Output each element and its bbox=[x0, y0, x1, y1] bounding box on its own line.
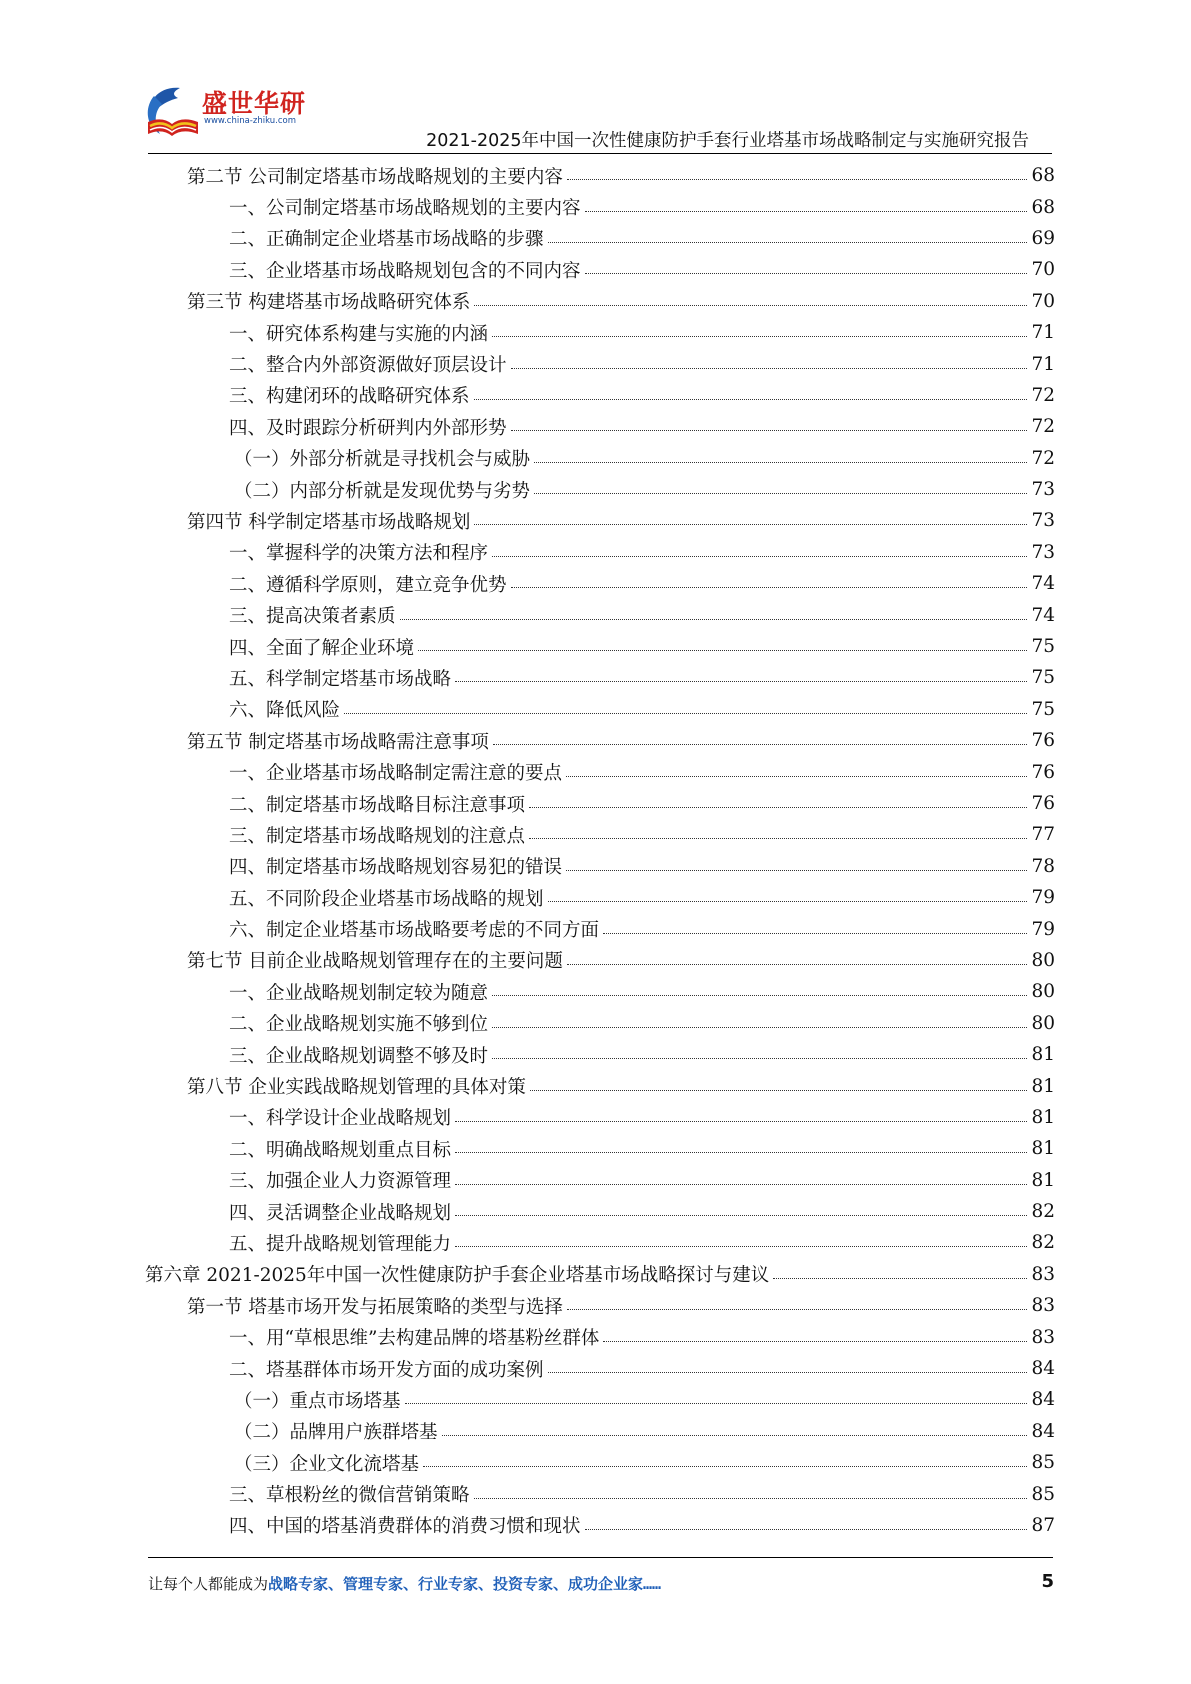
toc-entry[interactable] bbox=[0, 1478, 1191, 1509]
toc-dot-leader bbox=[511, 430, 1027, 431]
toc-entry[interactable] bbox=[0, 788, 1191, 819]
toc-entry-title: 一、企业塔基市场战略制定需注意的要点 bbox=[229, 763, 563, 785]
toc-entry-page: 76 bbox=[1031, 730, 1055, 752]
toc-entry-page: 81 bbox=[1031, 1138, 1055, 1160]
toc-entry-page: 85 bbox=[1031, 1483, 1055, 1505]
toc-entry-title: 第六章 2021-2025年中国一次性健康防护手套企业塔基市场战略探讨与建议 bbox=[145, 1265, 770, 1287]
toc-entry-title: 三、企业战略规划调整不够及时 bbox=[229, 1045, 489, 1067]
toc-entry-title: 六、制定企业塔基市场战略要考虑的不同方面 bbox=[229, 920, 600, 942]
toc-entry-page: 76 bbox=[1031, 761, 1055, 783]
toc-entry[interactable] bbox=[0, 1384, 1191, 1415]
toc-entry[interactable] bbox=[0, 223, 1191, 254]
logo-url: www.china-zhiku.com bbox=[204, 116, 296, 126]
toc-entry[interactable] bbox=[0, 1165, 1191, 1196]
toc-entry-page: 80 bbox=[1031, 949, 1055, 971]
toc-dot-leader bbox=[455, 1184, 1027, 1185]
toc-entry[interactable] bbox=[0, 317, 1191, 348]
toc-entry-page: 83 bbox=[1031, 1263, 1055, 1285]
toc-entry-title: 五、不同阶段企业塔基市场战略的规划 bbox=[229, 888, 544, 910]
toc-entry-page: 81 bbox=[1031, 1044, 1055, 1066]
toc-entry[interactable] bbox=[0, 411, 1191, 442]
toc-entry-title: 第四节 科学制定塔基市场战略规划 bbox=[187, 511, 471, 533]
toc-entry-title: 三、提高决策者素质 bbox=[229, 606, 396, 628]
toc-entry-title: （一）重点市场塔基 bbox=[234, 1390, 401, 1412]
toc-entry-page: 71 bbox=[1031, 353, 1055, 375]
toc-entry-page: 74 bbox=[1031, 573, 1055, 595]
toc-entry-title: 二、遵循科学原则，建立竞争优势 bbox=[229, 574, 507, 596]
toc-entry-title: 一、企业战略规划制定较为随意 bbox=[229, 982, 489, 1004]
footer-divider bbox=[148, 1557, 1053, 1558]
toc-entry[interactable] bbox=[0, 599, 1191, 630]
toc-entry-title: （二）内部分析就是发现优势与劣势 bbox=[234, 480, 531, 502]
toc-entry-title: 一、公司制定塔基市场战略规划的主要内容 bbox=[229, 198, 581, 220]
toc-entry[interactable] bbox=[0, 1102, 1191, 1133]
toc-dot-leader bbox=[474, 305, 1027, 306]
toc-entry[interactable] bbox=[0, 191, 1191, 222]
toc-entry[interactable] bbox=[0, 505, 1191, 536]
toc-entry-page: 68 bbox=[1031, 196, 1055, 218]
toc-entry-page: 76 bbox=[1031, 793, 1055, 814]
book-swoosh-icon bbox=[140, 82, 204, 144]
toc-entry-title: 四、制定塔基市场战略规划容易犯的错误 bbox=[229, 857, 563, 879]
toc-entry[interactable] bbox=[0, 1259, 1191, 1290]
toc-entry[interactable] bbox=[0, 474, 1191, 505]
toc-dot-leader bbox=[566, 776, 1027, 777]
toc-entry-page: 81 bbox=[1031, 1169, 1055, 1191]
toc-entry[interactable] bbox=[0, 1321, 1191, 1352]
toc-entry-title: 二、企业战略规划实施不够到位 bbox=[229, 1014, 489, 1036]
toc-entry[interactable] bbox=[0, 976, 1191, 1007]
toc-entry-page: 73 bbox=[1031, 541, 1055, 563]
toc-entry-page: 78 bbox=[1031, 855, 1055, 877]
toc-dot-leader bbox=[474, 1498, 1027, 1499]
toc-dot-leader bbox=[534, 462, 1027, 463]
toc-dot-leader bbox=[773, 1278, 1027, 1279]
toc-dot-leader bbox=[474, 524, 1027, 525]
toc-entry-title: 二、明确战略规划重点目标 bbox=[229, 1139, 452, 1161]
toc-entry[interactable] bbox=[0, 1447, 1191, 1478]
toc-dot-leader bbox=[511, 587, 1027, 588]
toc-entry-title: 一、科学设计企业战略规划 bbox=[229, 1108, 452, 1130]
toc-entry-title: 四、及时跟踪分析研判内外部形势 bbox=[229, 417, 507, 439]
footer-slogan bbox=[148, 1573, 661, 1594]
toc-dot-leader bbox=[529, 807, 1027, 808]
toc-entry[interactable] bbox=[0, 380, 1191, 411]
toc-entry-page: 81 bbox=[1031, 1106, 1055, 1128]
toc-entry-title: 一、研究体系构建与实施的内涵 bbox=[229, 323, 489, 345]
toc-dot-leader bbox=[567, 1309, 1027, 1310]
toc-entry-title: 一、用“草根思维”去构建品牌的塔基粉丝群体 bbox=[229, 1328, 600, 1350]
toc-entry-title: （三）企业文化流塔基 bbox=[234, 1453, 420, 1475]
toc-entry[interactable] bbox=[0, 945, 1191, 976]
header-divider bbox=[148, 153, 1052, 154]
toc-entry-title: 四、全面了解企业环境 bbox=[229, 637, 415, 659]
toc-entry-page: 82 bbox=[1031, 1232, 1055, 1254]
toc-entry-title: 二、整合内外部资源做好顶层设计 bbox=[229, 355, 507, 377]
toc-entry[interactable] bbox=[0, 1008, 1191, 1039]
toc-entry[interactable] bbox=[0, 1133, 1191, 1164]
toc-entry-title: 二、制定塔基市场战略目标注意事项 bbox=[229, 794, 526, 816]
toc-entry[interactable] bbox=[0, 882, 1191, 913]
toc-entry-page: 77 bbox=[1031, 824, 1055, 846]
toc-dot-leader bbox=[492, 556, 1027, 557]
toc-entry-title: 第二节 公司制定塔基市场战略规划的主要内容 bbox=[187, 166, 563, 188]
toc-dot-leader bbox=[455, 681, 1027, 682]
toc-entry-page: 82 bbox=[1031, 1201, 1055, 1223]
toc-dot-leader bbox=[566, 870, 1027, 871]
toc-entry[interactable] bbox=[0, 286, 1191, 317]
toc-entry-page: 85 bbox=[1031, 1452, 1055, 1474]
toc-dot-leader bbox=[534, 493, 1027, 494]
toc-dot-leader bbox=[567, 179, 1027, 180]
toc-entry-page: 73 bbox=[1031, 479, 1055, 501]
toc-dot-leader bbox=[492, 1027, 1027, 1028]
toc-entry-page: 73 bbox=[1031, 510, 1055, 532]
toc-entry-page: 83 bbox=[1031, 1326, 1055, 1348]
toc-dot-leader bbox=[548, 242, 1027, 243]
toc-dot-leader bbox=[585, 1529, 1027, 1530]
report-title: 2021-2025年中国一次性健康防护手套行业塔基市场战略制定与实施研究报告 bbox=[426, 131, 1029, 151]
logo-name: 盛世华研 bbox=[202, 89, 307, 118]
toc-entry-title: 第八节 企业实践战略规划管理的具体对策 bbox=[187, 1077, 526, 1099]
toc-entry[interactable] bbox=[0, 725, 1191, 756]
toc-entry[interactable] bbox=[0, 756, 1191, 787]
footer-slogan-prefix: 让每个人都能成为 bbox=[148, 1575, 269, 1593]
toc-entry-page: 70 bbox=[1031, 259, 1055, 281]
toc-entry[interactable] bbox=[0, 443, 1191, 474]
toc-dot-leader bbox=[400, 619, 1027, 620]
toc-dot-leader bbox=[567, 964, 1027, 965]
toc-dot-leader bbox=[455, 1215, 1027, 1216]
page-number: 5 bbox=[1041, 1571, 1054, 1592]
toc-entry-page: 72 bbox=[1031, 416, 1055, 438]
toc-entry-title: 五、科学制定塔基市场战略 bbox=[229, 668, 452, 690]
toc-entry-title: 四、灵活调整企业战略规划 bbox=[229, 1202, 452, 1224]
toc-entry-page: 74 bbox=[1031, 604, 1055, 626]
toc-entry-title: （一）外部分析就是寻找机会与威胁 bbox=[234, 449, 531, 471]
toc-dot-leader bbox=[418, 650, 1027, 651]
toc-dot-leader bbox=[492, 336, 1027, 337]
toc-dot-leader bbox=[423, 1466, 1027, 1467]
toc-entry-page: 75 bbox=[1031, 667, 1055, 689]
toc-dot-leader bbox=[405, 1403, 1027, 1404]
toc-entry-title: （二）品牌用户族群塔基 bbox=[234, 1422, 438, 1444]
toc-dot-leader bbox=[511, 368, 1027, 369]
toc-entry-page: 84 bbox=[1031, 1420, 1055, 1442]
toc-entry-page: 83 bbox=[1031, 1295, 1055, 1317]
toc-entry-page: 84 bbox=[1031, 1358, 1055, 1380]
toc-entry[interactable] bbox=[0, 819, 1191, 850]
toc-dot-leader bbox=[442, 1435, 1027, 1436]
toc-entry-title: 三、构建闭环的战略研究体系 bbox=[229, 386, 470, 408]
toc-entry-title: 二、塔基群体市场开发方面的成功案例 bbox=[229, 1359, 544, 1381]
toc-entry-title: 三、加强企业人力资源管理 bbox=[229, 1171, 452, 1193]
toc-dot-leader bbox=[474, 399, 1027, 400]
toc-entry-title: 四、中国的塔基消费群体的消费习惯和现状 bbox=[229, 1516, 581, 1538]
toc-entry-page: 75 bbox=[1031, 636, 1055, 658]
toc-entry-page: 75 bbox=[1031, 698, 1055, 720]
toc-entry[interactable] bbox=[0, 1196, 1191, 1227]
toc-entry-page: 81 bbox=[1031, 1075, 1055, 1097]
toc-entry-page: 79 bbox=[1031, 918, 1055, 940]
toc-entry-title: 五、提升战略规划管理能力 bbox=[229, 1233, 452, 1255]
table-of-contents bbox=[0, 160, 1191, 1541]
company-logo bbox=[140, 82, 320, 144]
toc-entry[interactable] bbox=[0, 568, 1191, 599]
toc-entry-page: 87 bbox=[1031, 1514, 1055, 1536]
toc-entry-page: 69 bbox=[1031, 227, 1055, 249]
toc-entry[interactable] bbox=[0, 1290, 1191, 1321]
toc-entry-title: 三、草根粉丝的微信营销策略 bbox=[229, 1485, 470, 1507]
toc-dot-leader bbox=[455, 1152, 1027, 1153]
toc-entry[interactable] bbox=[0, 913, 1191, 944]
toc-entry[interactable] bbox=[0, 694, 1191, 725]
toc-entry[interactable] bbox=[0, 662, 1191, 693]
toc-dot-leader bbox=[548, 1372, 1027, 1373]
toc-dot-leader bbox=[492, 1058, 1027, 1059]
toc-dot-leader bbox=[585, 211, 1027, 212]
toc-entry-title: 三、制定塔基市场战略规划的注意点 bbox=[229, 825, 526, 847]
toc-entry-title: 第五节 制定塔基市场战略需注意事项 bbox=[187, 731, 489, 753]
toc-entry-title: 第三节 构建塔基市场战略研究体系 bbox=[187, 292, 471, 314]
footer-slogan-highlight: 战略专家、管理专家、行业专家、投资专家、成功企业家…… bbox=[268, 1575, 662, 1593]
toc-entry-page: 70 bbox=[1031, 290, 1055, 312]
toc-dot-leader bbox=[530, 1090, 1027, 1091]
toc-entry[interactable] bbox=[0, 254, 1191, 285]
toc-dot-leader bbox=[603, 1341, 1027, 1342]
toc-entry-page: 68 bbox=[1031, 165, 1055, 187]
toc-dot-leader bbox=[548, 901, 1027, 902]
toc-entry[interactable] bbox=[0, 631, 1191, 662]
toc-entry[interactable] bbox=[0, 1416, 1191, 1447]
toc-entry[interactable] bbox=[0, 1510, 1191, 1541]
toc-entry-page: 72 bbox=[1031, 447, 1055, 469]
toc-entry-page: 80 bbox=[1031, 1012, 1055, 1034]
toc-entry-title: 二、正确制定企业塔基市场战略的步骤 bbox=[229, 229, 544, 251]
toc-entry-page: 72 bbox=[1031, 384, 1055, 406]
toc-entry[interactable] bbox=[0, 1070, 1191, 1101]
toc-entry[interactable] bbox=[0, 537, 1191, 568]
toc-dot-leader bbox=[455, 1246, 1027, 1247]
toc-entry-title: 一、掌握科学的决策方法和程序 bbox=[229, 543, 489, 565]
toc-entry-title: 第一节 塔基市场开发与拓展策略的类型与选择 bbox=[187, 1296, 563, 1318]
toc-entry-page: 79 bbox=[1031, 887, 1055, 909]
toc-dot-leader bbox=[529, 838, 1027, 839]
toc-entry-page: 80 bbox=[1031, 981, 1055, 1003]
page-header bbox=[0, 0, 1191, 150]
toc-entry[interactable] bbox=[0, 160, 1191, 191]
toc-entry[interactable] bbox=[0, 851, 1191, 882]
toc-entry-page: 84 bbox=[1031, 1389, 1055, 1411]
toc-entry-title: 三、企业塔基市场战略规划包含的不同内容 bbox=[229, 260, 581, 282]
toc-entry-title: 第七节 目前企业战略规划管理存在的主要问题 bbox=[187, 951, 563, 973]
toc-dot-leader bbox=[344, 713, 1027, 714]
toc-entry[interactable] bbox=[0, 348, 1191, 379]
toc-dot-leader bbox=[585, 273, 1027, 274]
toc-entry-page: 71 bbox=[1031, 322, 1055, 344]
toc-entry-title: 六、降低风险 bbox=[229, 700, 341, 722]
toc-dot-leader bbox=[492, 995, 1027, 996]
toc-entry[interactable] bbox=[0, 1353, 1191, 1384]
toc-dot-leader bbox=[603, 933, 1027, 934]
toc-dot-leader bbox=[493, 744, 1027, 745]
toc-dot-leader bbox=[455, 1121, 1027, 1122]
toc-entry[interactable] bbox=[0, 1039, 1191, 1070]
toc-entry[interactable] bbox=[0, 1227, 1191, 1258]
